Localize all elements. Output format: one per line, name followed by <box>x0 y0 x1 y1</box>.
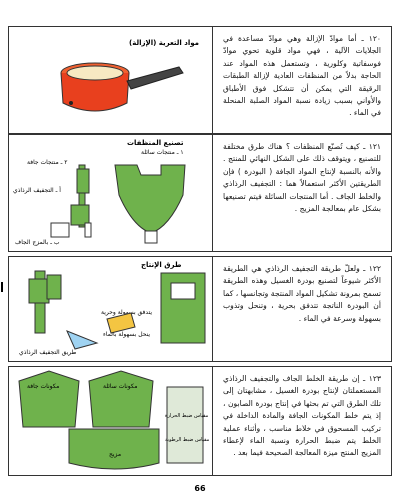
illustration-production <box>9 257 213 361</box>
label-temp-gauge: مقياس ضبط الحرارة <box>165 413 209 419</box>
label-liquid-components: مكونات سائلة <box>103 383 138 390</box>
section-mixing <box>8 366 392 476</box>
label-spray-drying: أ ـ التجفيف الرذاذي <box>13 187 61 194</box>
factory-diagram-icon <box>11 135 211 251</box>
paragraph-120: ١٢٠ ـ أما موادّ الإزالة وهي موادّ مساعدة في الجلايات الآلية ، فهي مواد قلوية تحوي موادّ فوسفاتية وكلورية ، وتستعمل هذه المواد عند الحاجة بدلاً من المنظفات العادية لإزالة الطبقات الرقيقة التي يمكن أن تتشكل فوق الأطباق والأواني بسبب زيادة نسبة المواد الصلبة المنحلة في الماء . <box>223 34 381 118</box>
label-dry-mixing: ب ـ بالمزج الجاف <box>15 239 60 246</box>
paragraph-121: ١٢١ ـ كيف تُصنّع المنظفات ؟ هناك طرق مختلفة للتصنيع ، ويتوقف ذلك على الشكل النهائي للمنتج . والأنه بالنسبة لإنتاج المواد الجافة ( البودرة ) فإن الطريقتين الأكثر استعمالاً هما : التجفيف الرذاذي والخلط الجاف . أما المنتجات السائلة فيتم تصنيعها بشكل عام بمعالجة المزيج . <box>223 142 381 214</box>
illustration-manufacture <box>9 135 213 251</box>
label-mixture: مزيج <box>109 451 122 458</box>
section-production <box>8 256 392 362</box>
label-humidity-gauge: مقياس ضبط الرطوبة <box>165 437 210 443</box>
illustration-mixing <box>9 367 213 475</box>
label-spray-method: طريق التجفيف الرذاذي <box>19 349 77 356</box>
production-diagram-icon <box>11 257 211 361</box>
label-flows-easily: يتدفق بسهولة وحرية <box>101 309 153 316</box>
pot-icon <box>11 33 211 133</box>
section-removal <box>8 26 392 134</box>
paragraph-123: ١٢٣ ـ إن طريقة الخلط الجاف والتجفيف الرذاذي المستعملتان لإنتاج بودرة الغسيل ، مشابهتان إلى تلك الطرق التي تم بحثها في إنتاج بودرة الصابون ، إذ يتم خلط المكونات الجافة والمادة الداخلة في تركيب المسحوق في خلاط مناسب ، وأثناء عملية الخلط يتم ضبط الحرارة ونسبة الماء لإعطاء المزيج المنتج ميزة المعالجة الصحيحة فيما بعد . <box>223 374 381 458</box>
label-dissolves: ينحل بسهولة بالماء <box>103 331 151 338</box>
illustration-pot <box>9 27 213 133</box>
illustration-title: مواد التعرية (الإزالة) <box>129 39 199 47</box>
page-number: 66 <box>194 484 206 493</box>
section-manufacture <box>8 134 392 252</box>
illustration-title: طرق الإنتاج <box>141 261 182 269</box>
binding-mark <box>1 282 3 292</box>
label-dry-products: ٢ ـ منتجات جافة <box>27 159 68 166</box>
label-dry-components: مكونات جافة <box>27 383 60 390</box>
label-liquid-products: ١ ـ منتجات سائلة <box>141 149 184 156</box>
illustration-title: تصنيع المنظفات <box>127 139 184 147</box>
paragraph-122: ١٢٢ ـ ولعلّ طريقة التجفيف الرذاذي هي الطريقة الأكثر شيوعاً لتصنيع بودرة الغسيل وهذه الطريقة تسمح بمرونة تشكيل المواد المنتجة وتجانسها ، كما أن البودرة الناتجة تتدفق بحرية ، وتنحل وتذوب بسهولة وسرعة في الماء . <box>223 264 381 323</box>
